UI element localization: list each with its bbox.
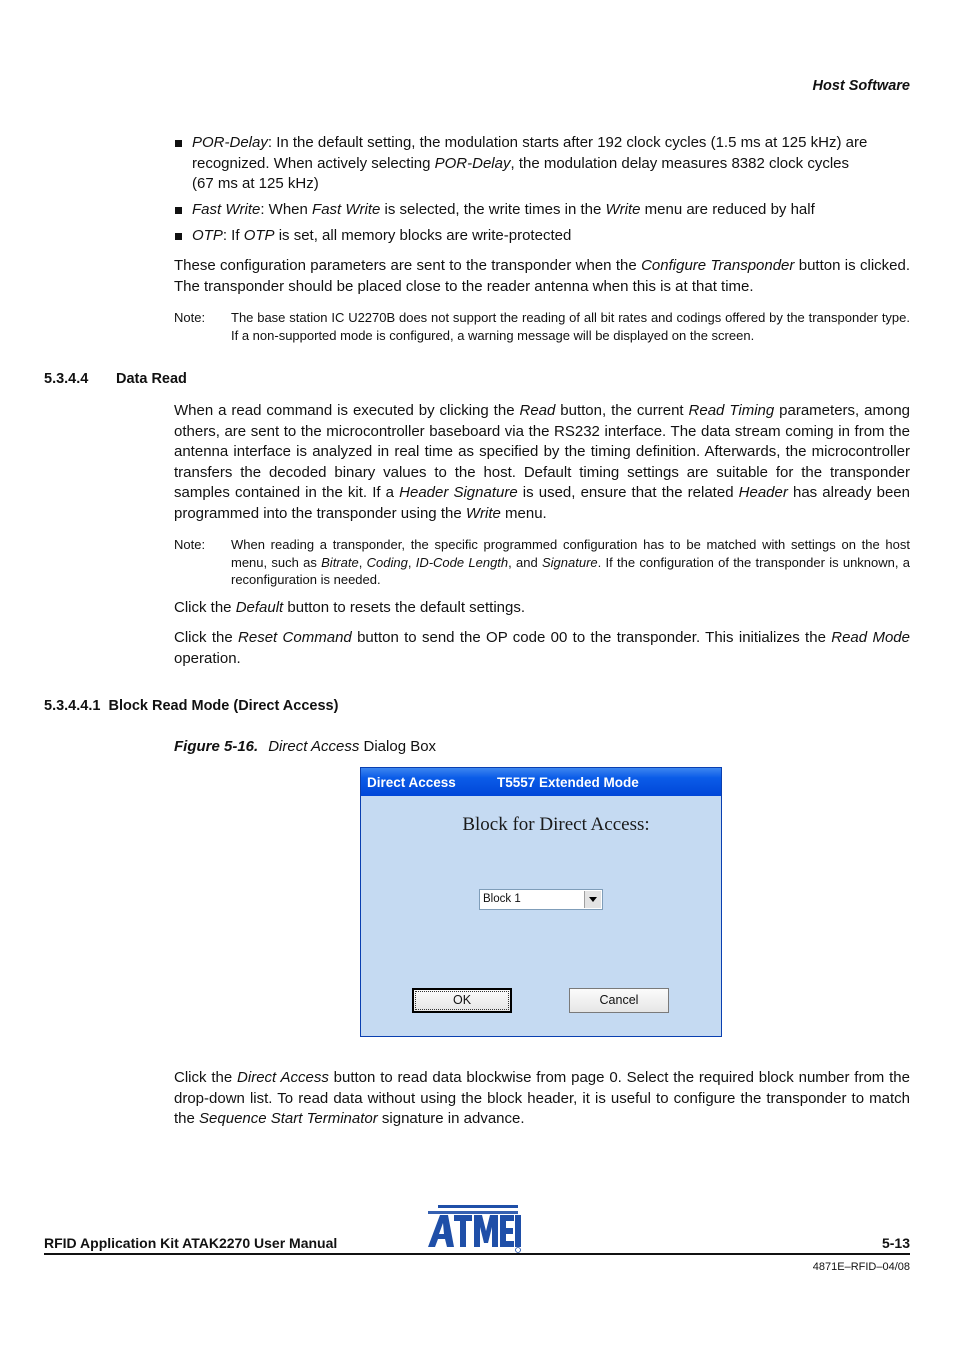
footer-doc-number: 4871E–RFID–04/08 <box>812 1261 910 1273</box>
ok-button[interactable]: OK <box>412 988 512 1013</box>
bullet-square-icon <box>175 233 182 240</box>
bullet-por-delay: POR-Delay: In the default setting, the modulation starts after 192 clock cycles (1.5 ms at 125 kHz) are recognized. When actively selecting POR-Delay, the modulation delay measures 8382 clock cycles (67 ms at 125 kHz) <box>174 133 910 195</box>
dialog-heading: Block for Direct Access: <box>462 814 650 835</box>
atmel-logo <box>424 1203 524 1253</box>
running-head: Host Software <box>812 78 910 94</box>
footer-page-number: 5-13 <box>881 1235 910 1251</box>
paragraph-config: These configuration parameters are sent to the transponder when the Configure Transponder button is clicked. The transponder should be placed close to the reader antenna when this is at that time. <box>174 257 910 295</box>
section-heading-block-read: 5.3.4.4.1 Block Read Mode (Direct Access) <box>44 698 339 714</box>
dialog-titlebar[interactable] <box>361 768 721 796</box>
bullet-fast-write: Fast Write: When Fast Write is selected, the write times in the Write menu are reduced by half <box>174 200 910 221</box>
direct-access-dialog <box>360 767 722 1037</box>
paragraph-default: Click the Default button to resets the default settings. <box>174 599 526 616</box>
term: POR-Delay <box>192 134 268 151</box>
paragraph-reset: Click the Reset Command button to send the OP code 00 to the transponder. This initializes the Read Mode operation. <box>174 629 910 667</box>
paragraph-read: When a read command is executed by clicking the Read button, the current Read Timing parameters, among others, are sent to the microcontroller baseboard via the RS232 interface. The data stream coming in from the antenna interface is analyzed in real time as specified by the timing definition. Afterwards, the microcontroller transfers the decoded binary values to the host. Default timing settings are suitable for the transponder samples contained in the kit. If a Header Signature is used, ensure that the related Header has already been programmed into the transponder using the Write menu. <box>174 402 911 522</box>
dialog-title: Direct Access <box>367 775 456 790</box>
bullet-otp: OTP: If OTP is set, all memory blocks are write-protected <box>174 226 910 247</box>
footer-manual-title: RFID Application Kit ATAK2270 User Manual <box>44 1235 338 1251</box>
note-reading: Note: When reading a transponder, the specific programmed configuration has to be matched with settings on the host menu, such as Bitrate, Coding, ID-Code Length, and Signature. If the configuration of the transponder is unknown, a reconfiguration is needed. <box>174 537 911 587</box>
bullet-square-icon <box>175 140 182 147</box>
chevron-down-icon[interactable] <box>584 891 601 908</box>
note-u2270b: Note: The base station IC U2270B does not support the reading of all bit rates and codings offered by the transponder type. If a non-supported mode is configured, a warning message will be displayed on the screen. <box>174 310 910 343</box>
paragraph-direct-access: Click the Direct Access button to read data blockwise from page 0. Select the required block number from the drop-down list. To read data without using the block header, it is useful to configure the transponder to match the Sequence Start Terminator signature in advance. <box>174 1069 910 1128</box>
section-heading-data-read: 5.3.4.4 Data Read <box>44 371 187 387</box>
bullet-square-icon <box>175 207 182 214</box>
block-select-value: Block 1 <box>483 893 521 905</box>
figure-caption: Figure 5-16. Direct Access Dialog Box <box>174 738 437 755</box>
cancel-button[interactable]: Cancel <box>569 988 669 1013</box>
footer-rule <box>44 1253 910 1255</box>
block-select[interactable] <box>479 889 603 910</box>
dialog-mode-label: T5557 Extended Mode <box>497 775 639 790</box>
